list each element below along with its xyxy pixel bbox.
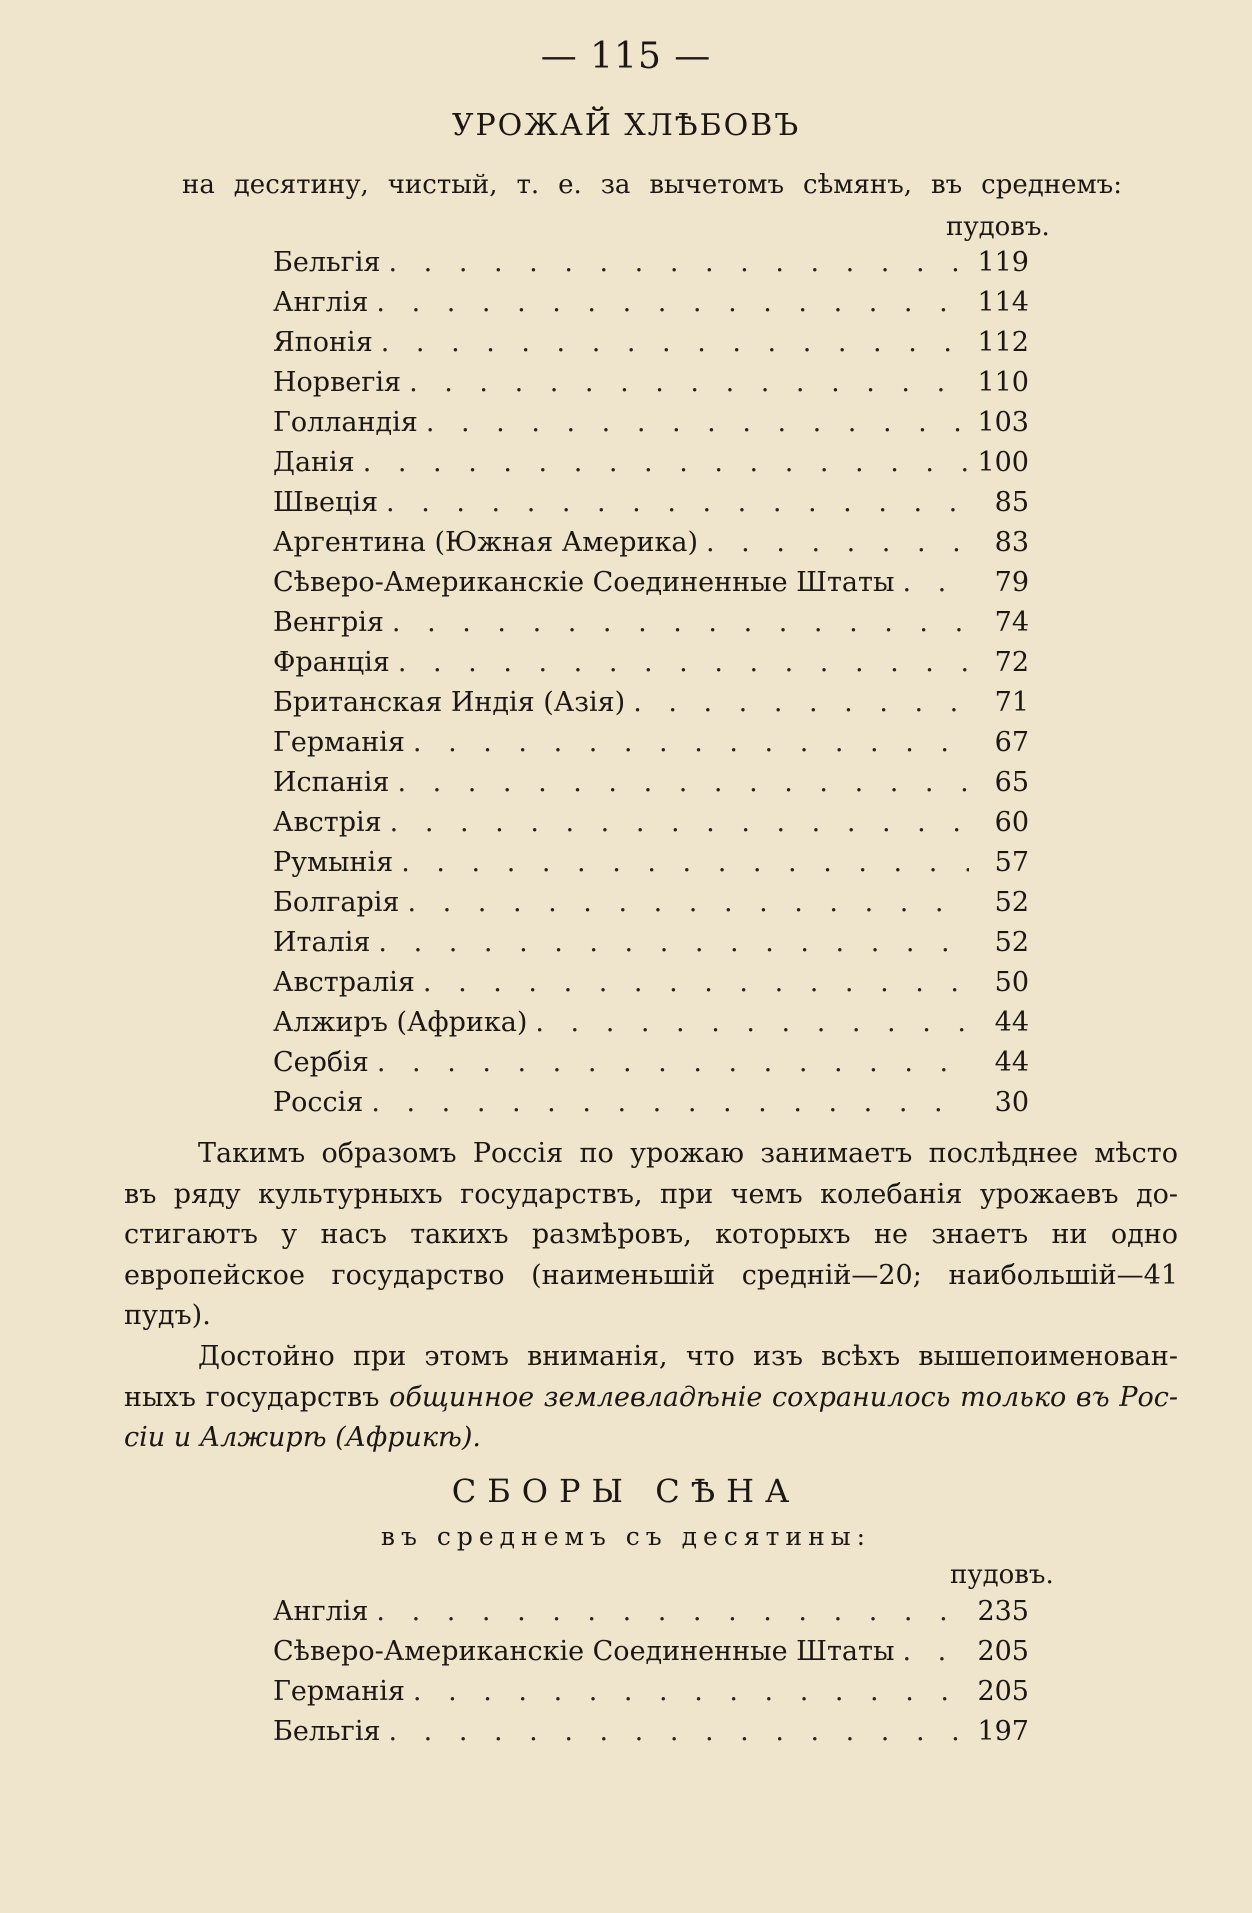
dot-leader [381, 327, 969, 358]
yield-value: 65 [994, 767, 1029, 798]
dot-leader [398, 647, 969, 678]
dot-leader [535, 1007, 969, 1038]
country-name: Англія [273, 1596, 369, 1627]
hay-harvest-subtitle: въ среднемъ съ десятины: [380, 1522, 872, 1551]
country-name: Германія [273, 727, 405, 758]
dot-leader [413, 1676, 969, 1707]
country-name: Аргентина (Южная Америка) [273, 527, 698, 558]
table-row [273, 607, 1029, 647]
country-name: Австрія [273, 807, 382, 838]
paragraph-communal-land [124, 1337, 1178, 1459]
hay-harvest-unit: пудовъ. [950, 1560, 1054, 1590]
table-row [273, 527, 1029, 567]
hay-value: 235 [977, 1596, 1029, 1627]
table-row [273, 647, 1029, 687]
table-row [273, 887, 1029, 927]
grain-yield-title: УРОЖАЙ ХЛѢБОВЪ [451, 108, 801, 143]
yield-value: 83 [994, 527, 1029, 558]
yield-value: 100 [977, 447, 1029, 478]
text-line: европейское государство (наименьшій средній—20; наибольшій—41 [124, 1259, 1178, 1291]
dot-leader [376, 1596, 969, 1627]
country-name: Испанія [273, 767, 390, 798]
table-row [273, 1636, 1029, 1676]
yield-value: 72 [994, 647, 1029, 678]
table-row [273, 1716, 1029, 1756]
table-row [273, 447, 1029, 487]
dot-leader [401, 847, 969, 878]
table-row [273, 727, 1029, 767]
yield-value: 110 [977, 367, 1029, 398]
paragraph-russia-ranking [124, 1134, 1178, 1337]
yield-value: 85 [994, 487, 1029, 518]
country-name: Норвегія [273, 367, 402, 398]
dot-leader [633, 687, 969, 718]
yield-value: 50 [994, 967, 1029, 998]
hay-value: 205 [977, 1676, 1029, 1707]
hay-harvest-table [273, 1596, 1029, 1756]
yield-value: 114 [977, 287, 1029, 318]
table-row [273, 847, 1029, 887]
grain-yield-subtitle: на десятину, чистый, т. е. за вычетомъ сѣмянъ, въ среднемъ: [182, 170, 1122, 200]
text-line: стигаютъ у насъ такихъ размѣровъ, которыхъ не знаетъ ни одно [124, 1219, 1178, 1250]
text-line: Достойно при этомъ вниманія, что изъ всѣхъ вышепоименован- [198, 1341, 1178, 1372]
country-name: Бельгія [273, 247, 381, 278]
hay-value: 205 [977, 1636, 1029, 1667]
table-row [273, 1596, 1029, 1636]
dot-leader [409, 367, 969, 398]
country-name: Франція [273, 647, 390, 678]
yield-value: 103 [977, 407, 1029, 438]
text-line: въ ряду культурныхъ государствъ, при чемъ колебанія урожаевъ до- [124, 1178, 1178, 1210]
text-line: Такимъ образомъ Россія по урожаю занимаетъ послѣднее мѣсто [198, 1138, 1178, 1169]
country-name: Россія [273, 1087, 364, 1118]
table-row [273, 567, 1029, 607]
hay-harvest-title: СБОРЫ СѢНА [451, 1472, 801, 1510]
table-row [273, 1007, 1029, 1047]
dot-leader [389, 247, 970, 278]
country-name: Британская Индія (Азія) [273, 687, 626, 718]
table-row [273, 1676, 1029, 1716]
country-name: Данія [273, 447, 355, 478]
dot-leader [397, 767, 969, 798]
country-name: Италія [273, 927, 371, 958]
table-row [273, 687, 1029, 727]
yield-value: 44 [994, 1007, 1029, 1038]
table-row [273, 327, 1029, 367]
dot-leader [392, 607, 969, 638]
dot-leader [407, 887, 969, 918]
dot-leader [902, 1636, 969, 1667]
dot-leader [389, 1716, 970, 1747]
country-name: Японія [273, 327, 373, 358]
country-name: Англія [273, 287, 369, 318]
yield-value: 74 [994, 607, 1029, 638]
country-name: Сѣверо-Американскіе Соединенные Штаты [273, 567, 895, 598]
table-row [273, 967, 1029, 1007]
grain-yield-unit: пудовъ. [946, 212, 1050, 242]
country-name: Болгарія [273, 887, 400, 918]
country-name: Австралія [273, 967, 415, 998]
country-name: Голландія [273, 407, 418, 438]
yield-value: 112 [977, 327, 1029, 358]
text-line [124, 1378, 1178, 1419]
yield-value: 30 [994, 1087, 1029, 1118]
yield-value: 44 [994, 1047, 1029, 1078]
hay-value: 197 [977, 1716, 1029, 1747]
dot-leader [426, 407, 969, 438]
table-row [273, 767, 1029, 807]
table-row [273, 367, 1029, 407]
dot-leader [390, 807, 969, 838]
dot-leader [376, 287, 969, 318]
table-row [273, 247, 1029, 287]
grain-yield-table [273, 247, 1029, 1127]
yield-value: 57 [994, 847, 1029, 878]
page-number: — 115 — [540, 36, 712, 77]
table-row [273, 927, 1029, 967]
dot-leader [363, 447, 969, 478]
dot-leader [902, 567, 969, 598]
yield-value: 71 [994, 687, 1029, 718]
table-row [273, 1087, 1029, 1127]
dot-leader [423, 967, 969, 998]
table-row [273, 287, 1029, 327]
country-name: Германія [273, 1676, 405, 1707]
yield-value: 52 [994, 927, 1029, 958]
italic-text: общинное землевладѣніе сохранилось только въ Рос- [389, 1381, 1178, 1413]
dot-leader [377, 1047, 969, 1078]
country-name: Сербія [273, 1047, 369, 1078]
italic-text-line: сіи и Алжирѣ (Африкѣ). [124, 1422, 481, 1453]
country-name: Бельгія [273, 1716, 381, 1747]
yield-value: 60 [994, 807, 1029, 838]
yield-value: 52 [994, 887, 1029, 918]
yield-value: 79 [994, 567, 1029, 598]
table-row [273, 1047, 1029, 1087]
text-line: пудъ). [124, 1300, 211, 1331]
country-name: Сѣверо-Американскіе Соединенные Штаты [273, 1636, 895, 1667]
country-name: Румынія [273, 847, 394, 878]
dot-leader [371, 1087, 969, 1118]
country-name: Алжиръ (Африка) [273, 1007, 528, 1038]
country-name: Венгрія [273, 607, 384, 638]
dot-leader [386, 487, 969, 518]
dot-leader [413, 727, 969, 758]
table-row [273, 487, 1029, 527]
country-name: Швеція [273, 487, 379, 518]
table-row [273, 807, 1029, 847]
dot-leader [378, 927, 969, 958]
plain-text: ныхъ государствъ [124, 1381, 390, 1413]
dot-leader [706, 527, 969, 558]
yield-value: 67 [994, 727, 1029, 758]
yield-value: 119 [977, 247, 1029, 278]
table-row [273, 407, 1029, 447]
